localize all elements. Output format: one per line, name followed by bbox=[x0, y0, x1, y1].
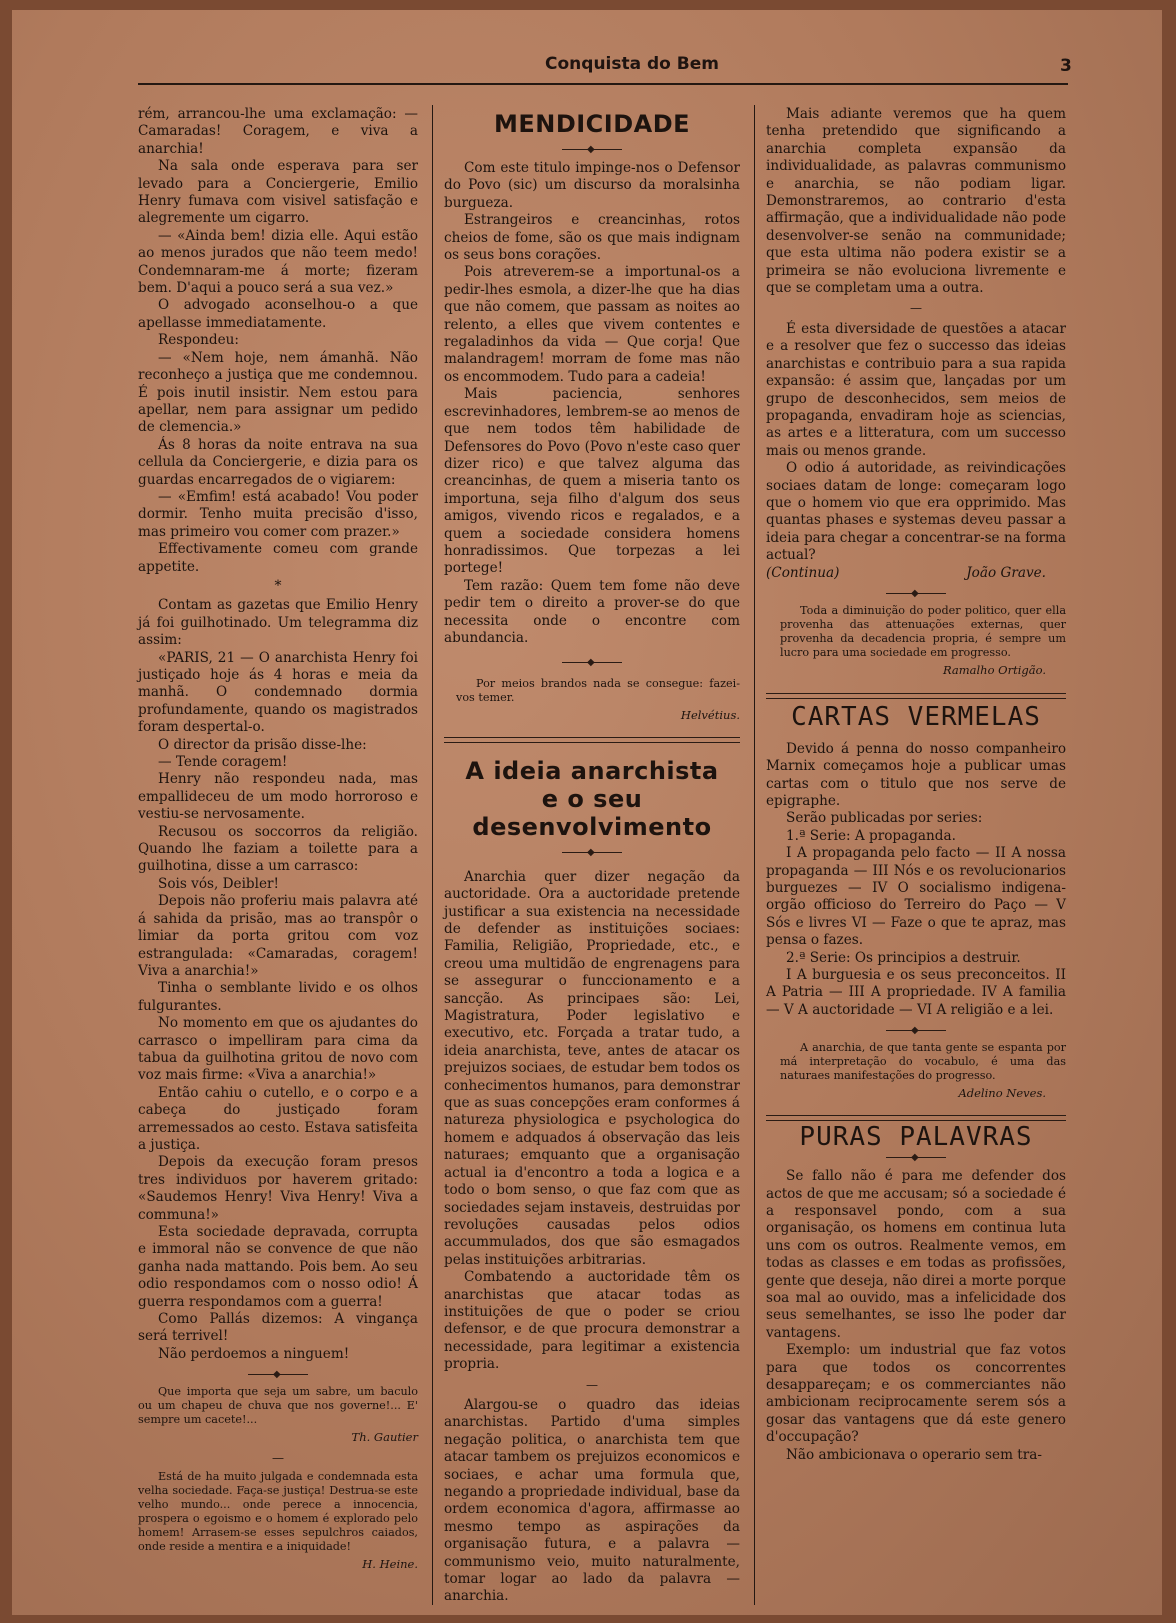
quote: Que importa que seja um sabre, um baculo ou um chapeu de chuva que nos governe!... E' sempre um cacete!... bbox=[138, 1385, 418, 1427]
section-title: PURAS PALAVRAS bbox=[799, 1121, 1033, 1152]
paragraph: — «Nem hoje, nem ámanhã. Não reconheço a justiça que me condemnou. É pois inutil insistir. Nem estou para apellar, nem para assignar um pedido de clemencia.» bbox=[138, 349, 418, 436]
quote-author: Ramalho Ortigão. bbox=[942, 662, 1046, 677]
paragraph: 2.ª Serie: Os principios a destruir. bbox=[786, 949, 1021, 966]
quote: Por meios brandos nada se consegue: fazei-vos temer. bbox=[456, 677, 740, 705]
short-rule: — bbox=[272, 1450, 284, 1465]
paragraph: rém, arrancou-lhe uma exclamação: — Camaradas! Coragem, e viva a anarchia! bbox=[138, 106, 418, 157]
ornament-separator bbox=[886, 1152, 946, 1162]
paragraph: No momento em que os ajudantes do carrasco o impelliram para cima da tabua da guilhotina gritou de novo com voz mais firme: «Viva a anarchia!» bbox=[138, 1015, 418, 1084]
paragraph: 1.ª Serie: A propaganda. bbox=[786, 827, 956, 844]
paragraph: Mais adiante veremos que ha quem tenha pretendido que significando a anarchia completa expansão da individualidade, as palavras communismo e anarchia, se não podiam ligar. Demonstraremos, ao contrario d'esta affirmação, que a individualidade não pode desenvolver-se senão na communidade; que esta ultima não podera existir se a primeira se não evoluciona livremente e que se completam uma a outra. bbox=[766, 106, 1066, 297]
paragraph: Henry não respondeu nada, mas empallideceu de um modo horroroso e vestiu-se nervosamente. bbox=[138, 771, 418, 823]
signature-row bbox=[766, 565, 1066, 582]
section-title: CARTAS VERMELAS bbox=[791, 702, 1041, 733]
section-rule bbox=[444, 737, 740, 743]
paragraph: — «Emfim! está acabado! Vou poder dormir. Tenho muita precisão d'isso, mas primeiro vou comer com prazer.» bbox=[138, 488, 418, 540]
paragraph: O advogado aconselhou-o a que apellasse immediatamente. bbox=[138, 297, 418, 331]
paragraph: É esta diversidade de questões a atacar e a resolver que fez o successo das ideias anarchistas e contribuio para a sua rapida expansão: é assim que, lançadas por um grupo de desconhecidos, sem meios de propaganda, envadiram hoje as sciencias, as artes e a litteratura, com um successo mais ou menos grande. bbox=[766, 320, 1066, 459]
ornament-separator bbox=[886, 588, 946, 598]
paragraph: — Tende coragem! bbox=[158, 754, 288, 771]
ornament-separator bbox=[248, 1369, 308, 1379]
ornament-separator bbox=[562, 144, 622, 154]
paragraph: Na sala onde esperava para ser levado para a Conciergerie, Emilio Henry fumava com visivel satisfação e alegremente um cigarro. bbox=[138, 158, 418, 227]
short-rule: — bbox=[910, 301, 922, 316]
quote: Toda a diminuição do poder politico, quer ella provenha das attenuações externas, quer provenha da decadencia propria, é sempre um lucro para uma sociedade em progresso. bbox=[780, 603, 1066, 659]
paragraph: Anarchia quer dizer negação da auctoridade. Ora a auctoridade pretende justificar a sua existencia na necessidade de defender as instituições sociaes: Familia, Religião, Propriedade, etc., e creou uma multidão de engrenagens para se assegurar o funccionamento e a sancção. As principaes são: Lei, Magistratura, Poder legislativo e executivo, etc. Forçada a tratar tudo, a ideia anarchista, teve, antes de atacar os prejuizos sociaes, de estudar bem todos os conhecimentos humanos, para demonstrar que as suas concepções eram conformes á natureza physiologica e psychologica do homem e adquados á observação das leis naturaes; emquanto que a organisação actual ia d'encontro a toda a logica e a todo o bom senso, o que faz com que as sociedades sejam instaveis, destruidas por revoluções causadas pelos odios accummulados, dos que são esmagados pelas instituições arbitrarias. bbox=[444, 868, 740, 1268]
paragraph: Tinha o semblante livido e os olhos fulgurantes. bbox=[138, 980, 418, 1014]
paragraph: I A propaganda pelo facto — II A nossa propaganda — III Nós e os revolucionarios burguezes — IV O socialismo indigena-orgão officioso do Terreiro do Paço — V Sós e livres VI — Faze o que te apraz, mas pensa o fazes. bbox=[766, 845, 1066, 949]
paragraph: Como Pallás dizemos: A vingança será terrivel! bbox=[138, 1311, 418, 1345]
paragraph: Alargou-se o quadro das ideias anarchistas. Partido d'uma simples negação politica, o anarchista tem que atacar tambem os prejuizos economicos e sociaes, e achar uma formula que, negando a propriedade individual, base da ordem economica d'agora, affirmasse ao mesmo tempo as aspirações da organisação futura, e a palavra — communismo veio, muito naturalmente, tomar logar ao lado da palavra — anarchia. bbox=[444, 1396, 740, 1605]
paragraph: Depois não proferiu mais palavra até á sahida da prisão, mas ao transpôr o limiar da porta gritou com voz estrangulada: «Camaradas, coragem! Viva a anarchia!» bbox=[138, 893, 418, 979]
ornament-separator bbox=[562, 657, 622, 667]
continua-label: (Continua) bbox=[766, 564, 840, 581]
column-divider-1 bbox=[432, 105, 433, 1605]
paragraph: Effectivamente comeu com grande appetite. bbox=[138, 541, 418, 575]
paragraph: Contam as gazetas que Emilio Henry já foi guilhotinado. Um telegramma diz assim: bbox=[138, 597, 418, 649]
section-rule bbox=[766, 693, 1066, 699]
article-title: MENDICIDADE bbox=[493, 110, 691, 138]
short-rule: — bbox=[586, 1377, 598, 1392]
article-title: e o seu desenvolvimento bbox=[472, 784, 712, 841]
article-author: João Grave. bbox=[966, 564, 1046, 581]
paragraph: Com este titulo impinge-nos o Defensor do Povo (sic) um discurso da moralsinha burgueza. bbox=[444, 160, 740, 211]
paragraph: O odio á autoridade, as reivindicações sociaes datam de longe: começaram logo que o homem vio que era opprimido. Mas quantas phases e systemas deveu passar a ideia para chegar a concentrar-se na forma actual? bbox=[766, 460, 1066, 564]
quote: Está de ha muito julgada e condemnada esta velha sociedade. Faça-se justiça! Destrua-se este velho mundo... onde perece a innocencia, prospera o egoismo e o homem é explorado pelo homem! Arrasem-se esses sepulchros caiados, onde reside a mentira e a iniquidade! bbox=[138, 1470, 418, 1554]
quote-author: Adelino Neves. bbox=[958, 1086, 1046, 1101]
header-rule bbox=[138, 83, 1068, 85]
paragraph: O director da prisão disse-lhe: bbox=[158, 736, 367, 753]
paragraph: Esta sociedade depravada, corrupta e immoral não se convence de que não ganha nada mattando. Pois bem. Ao seu odio respondamos com o nosso odio! Á guerra respondamos com a guerra! bbox=[138, 1224, 418, 1310]
column-divider-2 bbox=[754, 105, 755, 1605]
paragraph: Não ambicionava o operario sem tra- bbox=[786, 1446, 1042, 1463]
quote: A anarchia, de que tanta gente se espanta por má interpretação do vocabulo, é uma das naturaes manifestações do progresso. bbox=[780, 1041, 1066, 1083]
ornament-separator bbox=[886, 1025, 946, 1035]
paragraph: Combatendo a auctoridade têm os anarchistas que atacar todas as instituições de que o poder se criou defensor, e de que procura demonstrar a necessidade, para legitimar a existencia propria. bbox=[444, 1269, 740, 1373]
article-title: A ideia anarchista bbox=[465, 756, 719, 785]
quote-author: Helvétius. bbox=[680, 708, 740, 723]
column-3 bbox=[766, 106, 1066, 1464]
paragraph: Ás 8 horas da noite entrava na sua cellula da Conciergerie, e dizia para os guardas encarregados de o vigiarem: bbox=[138, 436, 418, 488]
paragraph: Estrangeiros e creancinhas, rotos cheios de fome, são os que mais indignam os seus bons corações. bbox=[444, 212, 740, 264]
paragraph: — «Ainda bem! dizia elle. Aqui estão ao menos jurados que não teem medo! Condemnaram-me á morte; fizeram bem. D'aqui a pouco será a sua vez.» bbox=[138, 227, 418, 297]
paragraph: I A burguesia e os seus preconceitos. II A Patria — III A propriedade. IV A familia — V A auctoridade — VI A religião e a lei. bbox=[766, 967, 1066, 1018]
paragraph: Exemplo: um industrial que faz votos para que todos os concorrentes desappareçam; e os commerciantes não ambicionam reciprocamente serem sós a gosar das vantagens que dá este genero d'occupação? bbox=[766, 1342, 1066, 1446]
paragraph: Sois vós, Deibler! bbox=[158, 875, 279, 892]
ornament-separator bbox=[562, 847, 622, 857]
paragraph: Se fallo não é para me defender dos actos de que me accusam; só a sociedade é a responsavel pondo, com a sua organisação, os homens em continua luta uns com os outros. Realmente vemos, em todas as classes e em todas as profissões, gente que deseja, não direi a morte porque soa mal ao ouvido, mas a infelicidade dos seus semelhantes, se isso lhe poder dar vantagens. bbox=[766, 1168, 1066, 1341]
paragraph: Tem razão: Quem tem fome não deve pedir tem o direito a prover-se do que necessita onde o encontre com abundancia. bbox=[444, 577, 740, 646]
quote-author: H. Heine. bbox=[362, 1557, 418, 1572]
paragraph: Respondeu: bbox=[158, 332, 239, 349]
paragraph: Serão publicadas por series: bbox=[786, 810, 983, 827]
paragraph: Recusou os soccorros da religião. Quando lhe faziam a toilette para a guilhotina, disse a um carrasco: bbox=[138, 823, 418, 875]
newspaper-page bbox=[12, 10, 1162, 1615]
paragraph: «PARIS, 21 — O anarchista Henry foi justiçado hoje ás 4 horas e meia da manhã. O condemnado dormia profundamente, quando os magistrados foram despertal-o. bbox=[138, 649, 418, 736]
section-star: * bbox=[274, 577, 282, 594]
paragraph: Não perdoemos a ninguem! bbox=[158, 1345, 350, 1362]
column-2 bbox=[444, 106, 740, 1606]
paragraph: Mais paciencia, senhores escrevinhadores, lembrem-se ao menos de que nem todos têm habilidade de Defensores do Povo (Povo n'este caso quer dizer rico) e que talvez alguma das creancinhas, de quem a miseria tanto os importuna, seja filho d'algum dos seus amigos, vivendo ricos e regalados, e a quem a sociedade considera homens honradissimos. Que torpezas a lei portege! bbox=[444, 386, 740, 577]
section-rule bbox=[766, 1115, 1066, 1121]
column-1 bbox=[138, 106, 418, 1573]
newspaper-title: Conquista do Bem bbox=[545, 54, 719, 74]
paragraph: Então cahiu o cutello, e o corpo e a cabeça do justiçado foram arremessados ao cesto. Estava satisfeita a justiça. bbox=[138, 1084, 418, 1153]
paragraph: Devido á penna do nosso companheiro Marnix começamos hoje a publicar umas cartas com o titulo que nos serve de epigraphe. bbox=[766, 740, 1066, 809]
paragraph: Pois atreverem-se a importunal-os a pedir-lhes esmola, a dizer-lhe que ha dias que não comem, que passam as noites ao relento, a elles que vivem contentes e regaladinhos da vida — Que corja! Que malandragem! morram de fome mas não os encommodem. Tudo para a cadeia! bbox=[444, 264, 740, 385]
paragraph: Depois da execução foram presos tres individuos por haverem gritado: «Saudemos Henry! Viva Henry! Viva a communa!» bbox=[138, 1154, 418, 1223]
page-number: 3 bbox=[1060, 56, 1072, 76]
quote-author: Th. Gautier bbox=[351, 1430, 418, 1445]
